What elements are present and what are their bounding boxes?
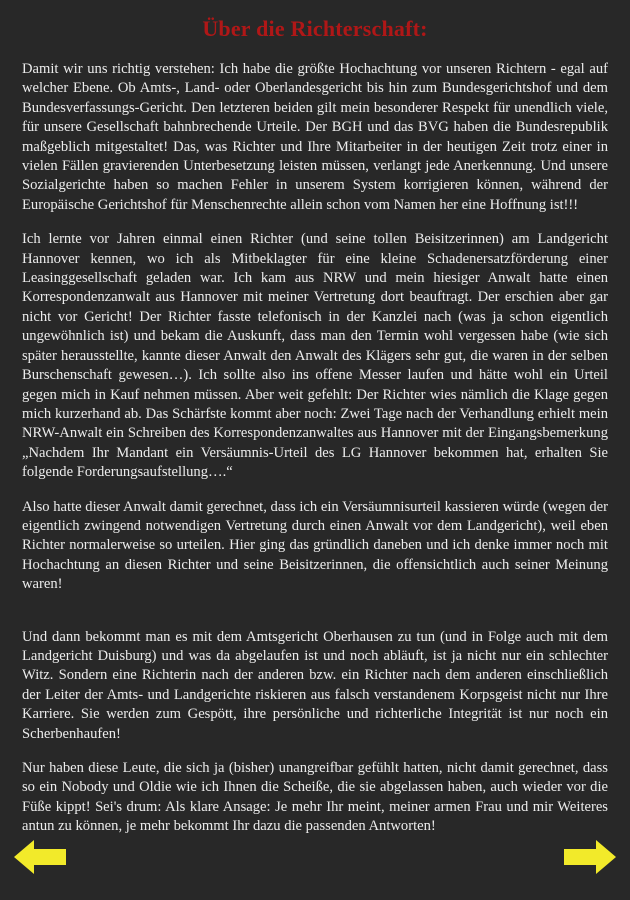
- arrow-right-icon: [564, 836, 616, 878]
- next-page-button[interactable]: [564, 836, 616, 878]
- paragraph-5: Nur haben diese Leute, die sich ja (bisher) unangreifbar gefühlt hatten, nicht damit gerechnet, dass so ein Nobody und Oldie wie ich Ihnen die Scheiße, die sie abgelassen haben, auch wieder vor die Füße kippt! Sei's drum: Als klare Ansage: Je mehr Ihr meint, meiner armen Frau und mir Weiteres antun zu können, je mehr bekommt Ihr dazu die passenden Antworten!: [22, 760, 608, 835]
- paragraph-3: Also hatte dieser Anwalt damit gerechnet, dass ich ein Versäumnisurteil kassieren würde (wegen der eigentlich zwingend notwendigen Vertretung durch einen Anwalt vor dem Landgericht), weil eben Richter normalerweise so urteilen. Hier ging das gründlich daneben und ich denke immer noch mit Hochachtung an diesen Richter und seine Beisitzerinnen, die offensichtlich auch seiner Meinung waren!: [22, 498, 608, 593]
- previous-page-button[interactable]: [14, 836, 66, 878]
- arrow-left-icon: [14, 836, 66, 878]
- page-title: Über die Richterschaft:: [202, 16, 428, 41]
- paragraph-2: Ich lernte vor Jahren einmal einen Richter (und seine tollen Beisitzerinnen) am Landgericht Hannover kennen, wo ich als Mitbeklagter für eine kleine Schadenersatzförderung einer Leasinggesellschaft geladen war. Ich kam aus NRW und mein hiesiger Anwalt hatte einen Korrespondenzanwalt aus Hannover mit meiner Vertretung dort beauftragt. Der erschien aber gar nicht vor Gericht! Der Richter fasste telefonisch in der Kanzlei nach (was ja schon eigentlich ungewöhnlich ist) und bekam die Auskunft, dass man den Termin wohl vergessen habe (wie sich später herausstellte, kannte dieser Anwalt den Anwalt des Klägers sehr gut, die waren in der selben Burschenschaft gewesen…). Ich sollte also ins offene Messer laufen und hätte wohl ein Urteil gegen mich in Kauf nehmen müssen. Aber weit gefehlt: Der Richter wies nämlich die Klage gegen mich kurzerhand ab. Das Schärfste kommt aber noch: Zwei Tage nach der Verhandlung erhielt mein NRW-Anwalt ein Schreiben des Korrespondenzanwaltes aus Hannover mit der Eingangsbemerkung „Nachdem Ihr Mandant ein Versäumnis-Urteil des LG Hannover bekommen hat, erhalten Sie folgende Forderungsaufstellung….“: [22, 231, 608, 481]
- navigation-bar: [0, 836, 630, 884]
- paragraph-4: Und dann bekommt man es mit dem Amtsgericht Oberhausen zu tun (und in Folge auch mit dem Landgericht Duisburg) und was da abgelaufen ist und noch abläuft, ist ja nicht nur ein schlechter Witz. Sondern eine Richterin nach der anderen bzw. ein Richter nach dem anderen einschließlich der Leiter der Amts- und Landgerichte riskieren aus falsch verstandenem Korpsgeist nicht nur Ihre Karriere. Sie werden zum Gespött, ihre persönliche und richterliche Integrität ist nur noch ein Scherbenhaufen!: [22, 628, 608, 742]
- paragraph-1: Damit wir uns richtig verstehen: Ich habe die größte Hochachtung vor unseren Richtern - egal auf welcher Ebene. Ob Amts-, Land- oder Oberlandesgericht bis hin zum Bundesgerichtshof und dem Bundesverfassungs-Gericht. Den letzteren beiden gilt mein besonderer Respekt für unendlich viele, für unsere Gesellschaft bahnbrechende Urteile. Der BGH und das BVG haben die Bundesrepublik maßgeblich mitgestaltet! Das, was Richter und Ihre Mitarbeiter in der heutigen Zeit trotz einer in vielen Fällen gravierenden Unterbesetzung leisten müssen, verlangt jede Anerkennung. Und unsere Sozialgerichte haben so machen Fehler in unserem System korrigieren können, während der Europäische Gerichtshof für Menschenrechte allein schon vom Namen her eine Hoffnung ist!!!: [22, 61, 608, 213]
